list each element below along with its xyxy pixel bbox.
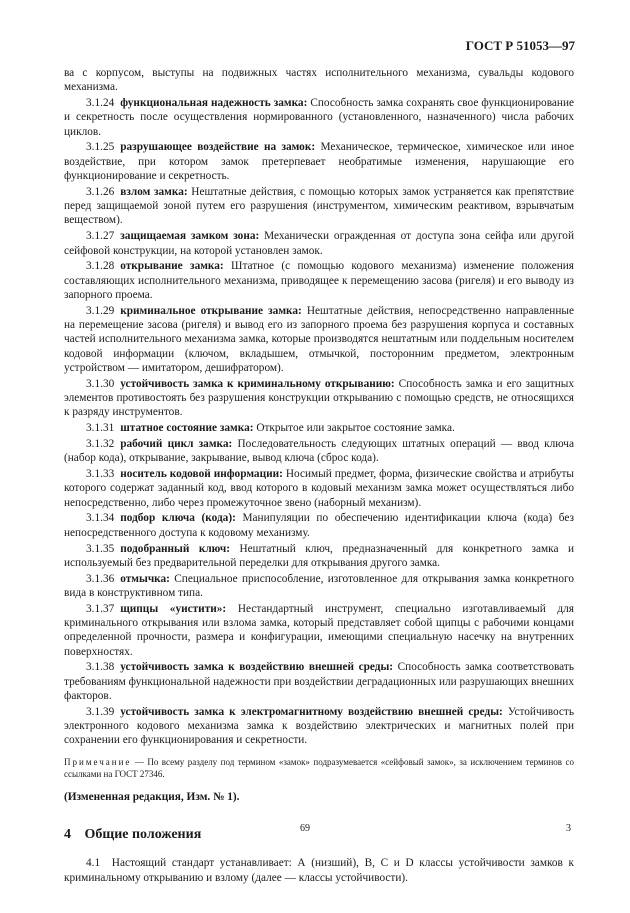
definition-text: Способность замка и его защитных элементов противостоять без разрушения конструкции открыванию с помощью средств, не относящихся к разряду инструментов. xyxy=(64,377,575,419)
definition-text: Способность замка соответствовать требованиям функциональной надежности при воздействии деградационных или разрушающих внешних факторов. xyxy=(64,661,574,702)
section-title: Общие положения xyxy=(84,826,202,842)
definition-text: Носимый предмет, форма, физические свойства и атрибуты которого содержат заданный код, ввод которого в кодовый механизм замка может осуществляться либо непосредственно, либо через промежуточное звено (наборный механизм). xyxy=(64,468,574,509)
definition-term: устойчивость замка к воздействию внешней среды: xyxy=(120,661,394,674)
definition-text: Открытое или закрытое состояние замка. xyxy=(256,422,455,435)
paragraph-number: 4.1 xyxy=(86,857,101,870)
definition-item xyxy=(64,140,574,183)
sheet-number: 3 xyxy=(566,823,571,834)
definition-text: Механическое, термическое, химическое или иное воздействие, при котором замок претерпевает необратимые изменения, нарушающие его функционирование и секретность. xyxy=(64,141,574,183)
definition-number: 3.1.33 xyxy=(86,468,115,481)
note-text: — По всему разделу под термином «замок» подразумевается «сейфовый замок», за исключением терминов со ссылками на ГОСТ 27346. xyxy=(64,756,574,779)
definition-item xyxy=(64,304,574,375)
note-paragraph xyxy=(64,756,574,780)
definition-item xyxy=(64,705,574,748)
definition-item xyxy=(64,542,574,571)
definition-number: 3.1.36 xyxy=(86,572,115,585)
definition-number: 3.1.39 xyxy=(86,705,115,718)
definition-item xyxy=(64,96,574,139)
definition-text: Нештатный ключ, предназначенный для конкретного замка и используемый без предварительной переделки для открывания другого замка. xyxy=(64,542,574,569)
definition-term: носитель кодовой информации: xyxy=(120,468,283,481)
definition-number: 3.1.29 xyxy=(86,304,115,317)
definition-term: подобранный ключ: xyxy=(120,542,231,555)
definition-number: 3.1.35 xyxy=(86,542,115,555)
document-body xyxy=(64,66,574,886)
definition-item xyxy=(64,572,574,601)
definition-number: 3.1.34 xyxy=(86,512,115,525)
standard-code-header: ГОСТ Р 51053—97 xyxy=(465,38,575,53)
definition-term: разрушающее воздействие на замок: xyxy=(120,141,316,154)
definition-term: взлом замка: xyxy=(120,185,188,198)
definition-number: 3.1.38 xyxy=(86,661,115,674)
definition-item xyxy=(64,229,574,258)
definition-text: Способность замка сохранять свое функционирование и секретность после осуществления нормированного (установленного, назначенного) числа рабочих циклов. xyxy=(64,97,575,138)
definition-number: 3.1.31 xyxy=(86,422,115,435)
definition-term: криминальное открывание замка: xyxy=(120,304,302,317)
definition-number: 3.1.27 xyxy=(86,230,115,243)
definition-number: 3.1.25 xyxy=(86,141,115,154)
definition-text: Механически огражденная от доступа зона сейфа или другой сейфовой конструкции, на которой установлен замок. xyxy=(64,230,574,257)
definition-term: защищаемая замком зона: xyxy=(120,230,260,243)
definition-item xyxy=(64,602,574,659)
definition-text: Специальное приспособление, изготовленное для открывания замка конкретного вида в конструктивном типа. xyxy=(64,572,574,599)
definition-term: отмычка: xyxy=(120,572,170,585)
definition-number: 3.1.24 xyxy=(86,97,115,110)
section-paragraph xyxy=(64,856,574,885)
definition-item xyxy=(64,437,574,466)
definition-text: Манипуляции по обеспечению идентификации ключа (кода) без непосредственного доступа к кодовому механизму. xyxy=(64,512,574,539)
definition-term: устойчивость замка к криминальному открыванию: xyxy=(120,377,395,390)
definition-item xyxy=(64,377,574,420)
definition-term: подбор ключа (кода): xyxy=(120,512,236,525)
definition-item xyxy=(64,660,574,703)
definition-number: 3.1.26 xyxy=(86,185,115,198)
page-number: 69 xyxy=(300,823,310,834)
definition-number: 3.1.30 xyxy=(86,377,115,390)
definition-item xyxy=(64,185,574,228)
definition-term: устойчивость замка к электромагнитному воздействию внешней среды: xyxy=(120,705,503,718)
definitions-list xyxy=(64,96,574,748)
definition-item xyxy=(64,259,574,302)
definition-term: рабочий цикл замка: xyxy=(120,437,233,450)
definition-term: щипцы «уистити»: xyxy=(120,602,227,615)
definition-text: Штатное (с помощью кодового механизма) изменение положения составляющих исполнительного механизма, приводящее к перемещению засова (ригеля) и его выводу из запорного проема. xyxy=(64,260,574,301)
definition-text: Нештатные действия, непосредственно направленные на перемещение засова (ригеля) и вывод его из запорного проема без разрушения корпуса и составных частей исполнительного механизма замка, которые производятся нештатным или поддельным носителем кодовой информации (ключом, вкладышем, отмычкой, посторонним предметом, электронным устройством — имитатором, дешифратором). xyxy=(64,304,575,374)
definition-number: 3.1.37 xyxy=(86,602,115,615)
intro-paragraph: ва с корпусом, выступы на подвижных частях исполнительного механизма, сувальды кодового механизма. xyxy=(64,67,574,94)
definition-term: штатное состояние замка: xyxy=(120,422,254,435)
definition-text: Нестандартный инструмент, специально изготавливаемый для криминального открывания или взлома замка, который представляет собой щипцы с рабочими концами определенной прочности, размера и конфигурации, имеющими специальную насечку на внутренних поверхностях. xyxy=(64,602,575,658)
definition-item xyxy=(64,467,574,510)
definition-term: открывание замка: xyxy=(120,260,224,273)
definition-item xyxy=(64,421,574,435)
definition-item xyxy=(64,511,574,540)
definition-text: Устойчивость электронного кодового механизма замка к воздействию электрических и магнитных полей при сохранении его функционирования и секретности. xyxy=(64,705,574,747)
definition-number: 3.1.32 xyxy=(86,437,115,450)
definition-number: 3.1.28 xyxy=(86,260,115,273)
note-label: Примечание xyxy=(64,756,132,767)
changed-edition-note: (Измененная редакция, Изм. № 1). xyxy=(64,790,240,803)
definition-text: Последовательность следующих штатных операций — ввод ключа (набор кода), открывание, закрывание, вывод ключа (сброс кода). xyxy=(64,437,575,465)
definition-term: функциональная надежность замка: xyxy=(120,97,308,110)
section-heading xyxy=(64,828,574,842)
paragraph-text: Настоящий стандарт устанавливает: А (низший), В, С и D классы устойчивости замков к криминальному открыванию и взлому (далее — классы устойчивости). xyxy=(64,857,575,884)
definition-text: Нештатные действия, с помощью которых замок устраняется как препятствие перед защищаемой зоной путем его разрушения (инструментом, химическим реактивом, взрывчатым веществом). xyxy=(64,185,575,227)
section-number: 4 xyxy=(64,826,71,842)
